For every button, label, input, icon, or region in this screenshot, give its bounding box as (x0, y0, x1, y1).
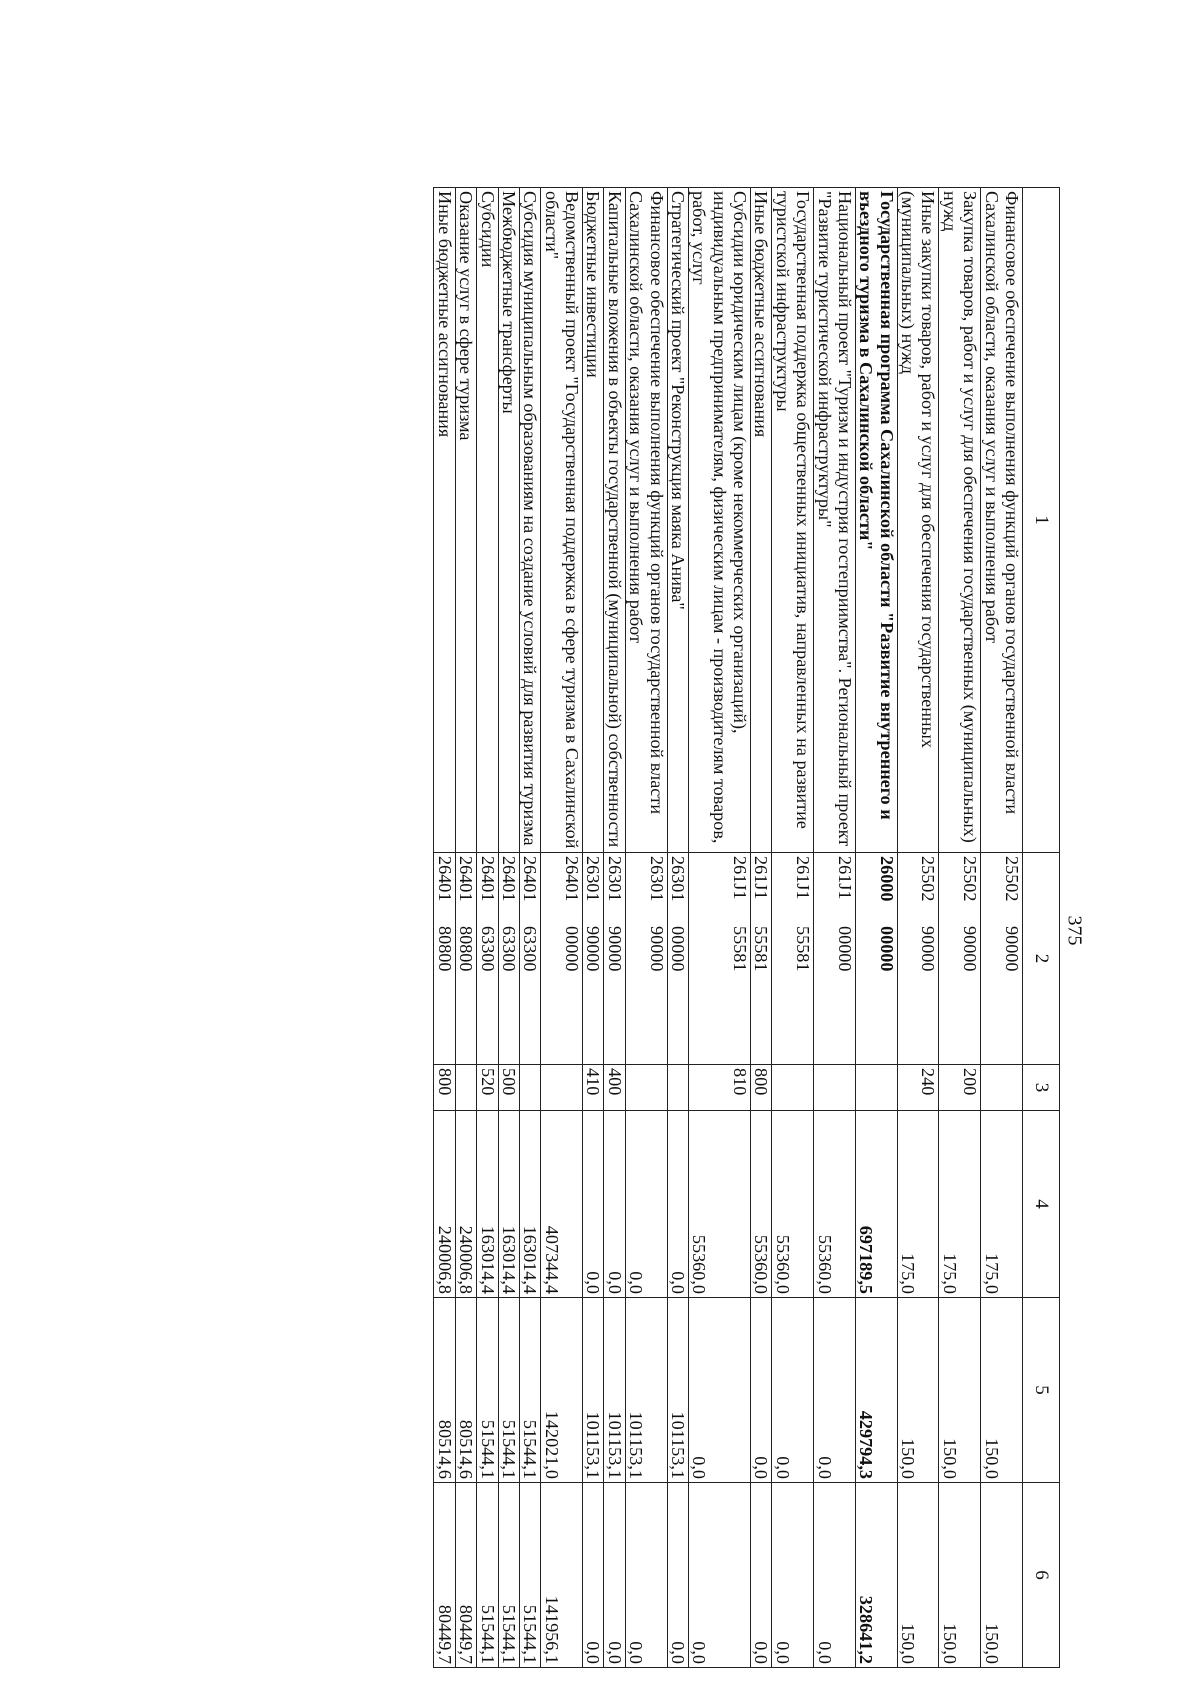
row-value-6: 0,0 (604, 1483, 625, 1668)
row-code-program: 261J1 (835, 856, 855, 900)
row-expense-type: 240 (897, 1065, 939, 1111)
row-expense-type: 500 (498, 1065, 519, 1111)
row-code-direction: 55581 (793, 926, 814, 972)
row-code-direction: 90000 (604, 926, 625, 972)
row-code-direction: 90000 (918, 926, 939, 972)
row-code-program: 261J1 (793, 856, 814, 900)
row-value-6: 80449,7 (455, 1483, 476, 1668)
row-expense-type: 800 (751, 1065, 772, 1111)
row-expense-type: 400 (604, 1065, 625, 1111)
header-row (1023, 188, 1060, 1668)
row-value-6: 51544,1 (477, 1483, 498, 1668)
row-value-4: 0,0 (604, 1111, 625, 1298)
row-expense-type: 800 (434, 1065, 455, 1111)
row-name: Иные закупки товаров, работ и услуг для обеспечения государственных (муниципальных) нужд (897, 188, 939, 853)
row-value-4: 175,0 (939, 1111, 981, 1298)
row-code-direction: 55581 (730, 926, 751, 972)
budget-table (434, 187, 1061, 1668)
row-name: Бюджетные инвестиции (583, 188, 604, 853)
row-code-direction: 63300 (499, 926, 519, 972)
row-expense-type (772, 1065, 814, 1111)
row-name: Государственная программа Сахалинской области "Развитие внутреннего и въездного туризма в Сахалинской области" (856, 188, 898, 853)
row-value-5: 0,0 (751, 1298, 772, 1483)
row-code (477, 853, 498, 1065)
row-value-4: 55360,0 (751, 1111, 772, 1298)
row-name: Оказание услуг в сфере туризма (455, 188, 476, 853)
row-value-6: 0,0 (751, 1483, 772, 1668)
row-name: Закупка товаров, работ и услуг для обеспечения государственных (муниципальных) нужд (939, 188, 981, 853)
column-header-3: 3 (1023, 1065, 1060, 1111)
row-code (939, 853, 981, 1065)
row-value-5: 80514,6 (434, 1298, 455, 1483)
row-code (541, 853, 583, 1065)
row-code (772, 853, 814, 1065)
row-value-4: 175,0 (897, 1111, 939, 1298)
row-code-program: 26401 (456, 856, 477, 902)
row-value-4: 407344,4 (541, 1111, 583, 1298)
row-value-6: 0,0 (583, 1483, 604, 1668)
row-code-direction: 63300 (520, 926, 541, 972)
row-code-direction: 80800 (456, 926, 477, 972)
row-expense-type (520, 1065, 541, 1111)
row-code-program: 26000 (876, 856, 897, 902)
row-code (897, 853, 939, 1065)
column-header-6: 6 (1023, 1483, 1060, 1668)
row-value-6: 0,0 (625, 1483, 667, 1668)
row-code-program: 26301 (668, 856, 688, 902)
row-code-direction: 00000 (835, 926, 855, 972)
row-name: Субсидия муниципальным образованиям на создание условий для развития туризма (520, 188, 541, 853)
row-code-program: 261J1 (751, 856, 772, 900)
table-row (939, 188, 981, 1668)
row-value-5: 142021,0 (541, 1298, 583, 1483)
row-value-5: 0,0 (814, 1298, 856, 1483)
row-value-6: 80449,7 (434, 1483, 455, 1668)
table-row (604, 188, 625, 1668)
row-code-direction: 00000 (562, 926, 583, 972)
row-code (689, 853, 751, 1065)
row-value-5: 101153,1 (625, 1298, 667, 1483)
row-code (583, 853, 604, 1065)
table-row (897, 188, 939, 1668)
row-value-4: 163014,4 (477, 1111, 498, 1298)
row-value-4: 240006,8 (455, 1111, 476, 1298)
row-name: Национальный проект "Туризм и индустрия гостеприимства". Региональный проект "Развитие туристической инфраструктуры" (814, 188, 856, 853)
row-value-6: 150,0 (939, 1483, 981, 1668)
row-code-direction: 00000 (668, 926, 688, 972)
row-name: Финансовое обеспечение выполнения функций органов государственной власти Сахалинской области, оказания услуг и выполнения работ (981, 188, 1023, 853)
row-value-6: 328641,2 (856, 1483, 898, 1668)
row-code (814, 853, 856, 1065)
row-name: Капитальные вложения в объекты государственной (муниципальной) собственности (604, 188, 625, 853)
row-code (604, 853, 625, 1065)
row-name: Иные бюджетные ассигнования (751, 188, 772, 853)
row-value-4: 0,0 (583, 1111, 604, 1298)
row-code (520, 853, 541, 1065)
row-code-program: 26401 (499, 856, 519, 902)
row-code (981, 853, 1023, 1065)
row-name: Субсидии юридическим лицам (кроме некоммерческих организаций), индивидуальным предпринимателям, физическим лицам - производителям товаров, работ, услуг (689, 188, 751, 853)
row-name: Межбюджетные трансферты (498, 188, 519, 853)
row-code (625, 853, 667, 1065)
row-value-4: 163014,4 (498, 1111, 519, 1298)
table-row (625, 188, 667, 1668)
row-expense-type (814, 1065, 856, 1111)
row-value-4: 0,0 (667, 1111, 688, 1298)
table-row (981, 188, 1023, 1668)
table-row (772, 188, 814, 1668)
row-value-6: 51544,1 (520, 1483, 541, 1668)
row-value-4: 175,0 (981, 1111, 1023, 1298)
column-header-5: 5 (1023, 1298, 1060, 1483)
row-code (498, 853, 519, 1065)
table-row (477, 188, 498, 1668)
row-expense-type: 520 (477, 1065, 498, 1111)
row-value-6: 51544,1 (498, 1483, 519, 1668)
column-header-4: 4 (1023, 1111, 1060, 1298)
row-code-program: 26301 (604, 856, 625, 902)
row-code-direction: 90000 (583, 926, 604, 972)
row-code-program: 25502 (918, 856, 939, 902)
table-row (689, 188, 751, 1668)
row-value-5: 0,0 (689, 1298, 751, 1483)
row-value-5: 51544,1 (520, 1298, 541, 1483)
table-body (434, 188, 1023, 1668)
row-code-program: 26401 (562, 856, 583, 902)
column-header-1: 1 (1023, 188, 1060, 853)
row-value-5: 0,0 (772, 1298, 814, 1483)
row-value-5: 150,0 (897, 1298, 939, 1483)
row-expense-type: 810 (689, 1065, 751, 1111)
table-row (455, 188, 476, 1668)
row-value-6: 0,0 (667, 1483, 688, 1668)
row-expense-type: 410 (583, 1065, 604, 1111)
row-value-5: 80514,6 (455, 1298, 476, 1483)
row-value-5: 101153,1 (667, 1298, 688, 1483)
row-expense-type: 200 (939, 1065, 981, 1111)
row-name: Государственная поддержка общественных инициатив, направленных на развитие туристской инфраструктуры (772, 188, 814, 853)
page-number: 375 (1063, 915, 1086, 946)
row-code-direction: 90000 (1002, 926, 1022, 972)
row-code-direction: 90000 (646, 926, 667, 972)
row-value-4: 0,0 (625, 1111, 667, 1298)
row-value-4: 55360,0 (772, 1111, 814, 1298)
row-value-6: 150,0 (897, 1483, 939, 1668)
row-expense-type (625, 1065, 667, 1111)
table-row (541, 188, 583, 1668)
row-name: Стратегический проект "Реконструкция маяка Анива" (667, 188, 688, 853)
table-row (434, 188, 455, 1668)
row-code (667, 853, 688, 1065)
row-value-4: 697189,5 (856, 1111, 898, 1298)
row-code-direction: 90000 (960, 926, 981, 972)
row-expense-type (541, 1065, 583, 1111)
row-value-6: 0,0 (689, 1483, 751, 1668)
table-row (856, 188, 898, 1668)
row-value-5: 51544,1 (498, 1298, 519, 1483)
row-code-program: 26401 (477, 856, 498, 902)
row-code-direction: 63300 (477, 926, 498, 972)
row-name: Финансовое обеспечение выполнения функций органов государственной власти Сахалинской области, оказания услуг и выполнения работ (625, 188, 667, 853)
row-code-program: 25502 (1002, 856, 1022, 902)
row-code (434, 853, 455, 1065)
table-row (667, 188, 688, 1668)
row-code-direction: 80800 (434, 926, 455, 972)
row-code (455, 853, 476, 1065)
budget-table-sheet (110, 187, 1060, 1667)
row-code-program: 25502 (960, 856, 981, 902)
table-row (751, 188, 772, 1668)
row-code-program: 26301 (583, 856, 604, 902)
row-name: Ведомственный проект "Государственная поддержка в сфере туризма в Сахалинской области" (541, 188, 583, 853)
row-value-4: 55360,0 (814, 1111, 856, 1298)
row-code-program: 261J1 (730, 856, 751, 900)
row-code-program: 26401 (520, 856, 541, 902)
table-row (814, 188, 856, 1668)
row-value-4: 240006,8 (434, 1111, 455, 1298)
row-expense-type (981, 1065, 1023, 1111)
row-code-direction: 00000 (876, 926, 897, 972)
row-code (751, 853, 772, 1065)
row-code-direction: 55581 (751, 926, 772, 972)
table-row (498, 188, 519, 1668)
row-expense-type (455, 1065, 476, 1111)
row-value-6: 141956,1 (541, 1483, 583, 1668)
row-code-program: 26301 (646, 856, 667, 902)
table-row (583, 188, 604, 1668)
table-row (520, 188, 541, 1668)
row-value-5: 51544,1 (477, 1298, 498, 1483)
row-value-6: 150,0 (981, 1483, 1023, 1668)
row-name: Иные бюджетные ассигнования (434, 188, 455, 853)
row-code (856, 853, 898, 1065)
row-value-6: 0,0 (814, 1483, 856, 1668)
row-value-4: 55360,0 (689, 1111, 751, 1298)
row-value-4: 163014,4 (520, 1111, 541, 1298)
row-expense-type (856, 1065, 898, 1111)
row-value-6: 0,0 (772, 1483, 814, 1668)
row-value-5: 101153,1 (604, 1298, 625, 1483)
row-value-5: 150,0 (981, 1298, 1023, 1483)
column-header-2: 2 (1023, 853, 1060, 1065)
row-name: Субсидии (477, 188, 498, 853)
row-value-5: 429794,3 (856, 1298, 898, 1483)
row-value-5: 101153,1 (583, 1298, 604, 1483)
row-code-program: 26401 (434, 856, 455, 902)
row-expense-type (667, 1065, 688, 1111)
row-value-5: 150,0 (939, 1298, 981, 1483)
